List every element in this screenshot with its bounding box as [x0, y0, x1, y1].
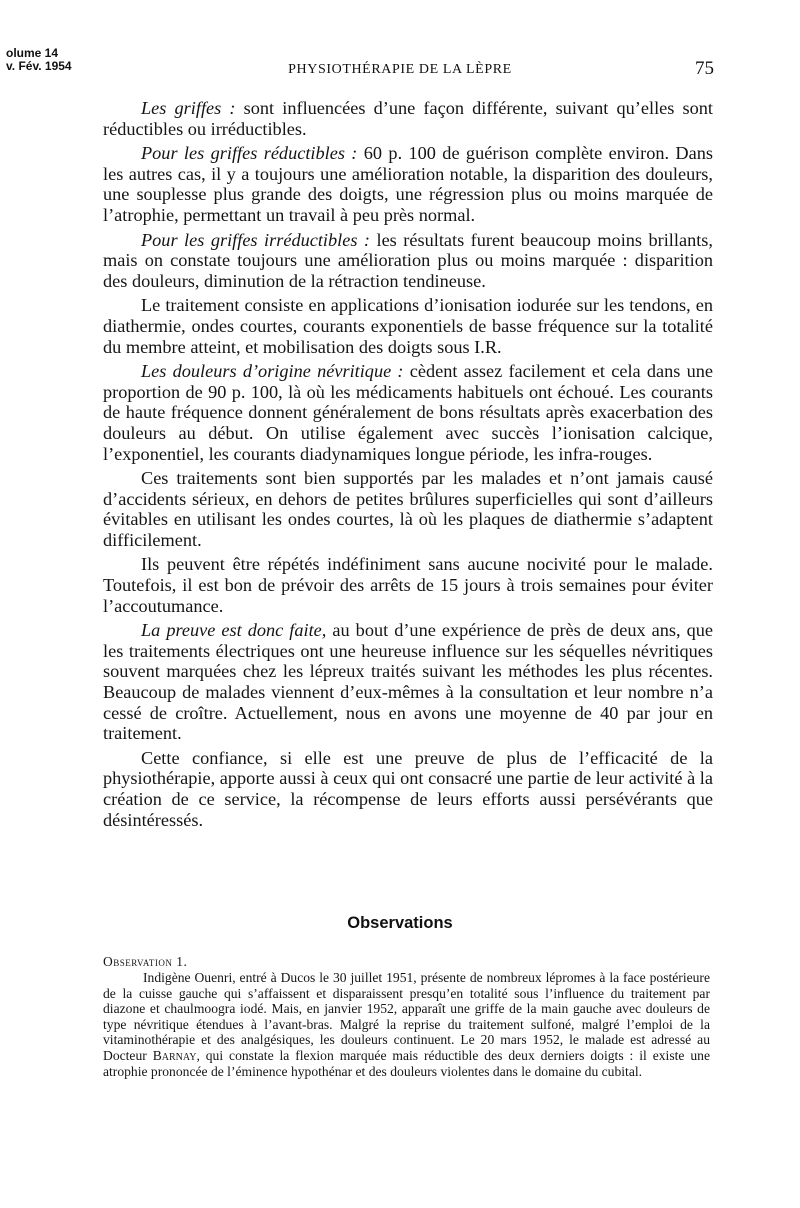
doctor-name: Barnay [152, 1047, 197, 1063]
paragraph-lead: Les griffes : [141, 98, 236, 118]
body-text [103, 98, 713, 834]
paragraph-griffes-reductibles [103, 143, 713, 225]
paragraph-text: Ces traitements sont bien supportés par les malades et n’ont jamais causé d’accidents sérieux, en dehors de petites brûlures superficielles qui sont d’ailleurs évitables en utilisant les ondes courtes, là où les plaques de diathermie s’adaptent difficilement. [103, 468, 713, 550]
paragraph-supportes [103, 468, 713, 550]
paragraph-griffes-irreductibles [103, 230, 713, 292]
paragraph-text: Cette confiance, si elle est une preuve de plus de l’efficacité de la physiothérapie, apporte aussi à ceux qui ont consacré une partie de leur activité à la création de ce service, la récompense de leurs efforts aussi persévérants que désintéressés. [103, 747, 713, 830]
paragraph-confiance [103, 748, 713, 830]
page-number: 75 [695, 58, 714, 79]
paragraph-preuve [103, 620, 713, 744]
observation-text [103, 970, 710, 1079]
observation-text-part-1: Indigène Ouenri, entré à Ducos le 30 juillet 1951, présente de nombreux lépromes à la face postérieure de la cuisse gauche qui s’affaissent et disparaissent presqu’en totalité sous l’influence du traitement par diazone et chaulmoogra iodé. Mais, en janvier 1952, apparaît une griffe de la main gauche avec douleurs de type névritique étendues à l’avant-bras. Malgré la reprise du traitement sulfoné, malgré l’emploi de la vitaminothérapie et des analgésiques, les douleurs continuent. Le 20 mars 1952, le malade est adressé au Docteur [103, 970, 710, 1063]
paragraph-traitement [103, 295, 713, 357]
running-title: PHYSIOTHÉRAPIE DE LA LÈPRE [288, 62, 512, 77]
paragraph-douleurs [103, 361, 713, 464]
paragraph-text: les résultats furent beaucoup moins brillants, mais on constate toujours une amélioration plus ou moins marquée : disparition des douleurs, diminution de la rétraction tendineuse. [103, 229, 713, 291]
paragraph-repetes [103, 554, 713, 616]
paragraph-text: Le traitement consiste en applications d’ionisation iodurée sur les tendons, en diathermie, ondes courtes, courants exponentiels de basse fréquence sur la totalité du membre atteint, et mobilisation des doigts sous I.R. [103, 295, 713, 357]
paragraph-lead: Les douleurs d’origine névritique : [141, 361, 404, 382]
paragraph-lead: La preuve est donc faite, [141, 620, 327, 641]
paragraph-text: 60 p. 100 de guérison complète environ. Dans les autres cas, il y a toujours une amélioration notable, la disparition des douleurs, une souplesse plus grande des doigts, une régression plus ou moins marquée de l’atrophie, permettant un travail à peu près normal. [103, 143, 713, 225]
paragraph-text: cèdent assez facilement et cela dans une proportion de 90 p. 100, là où les médicaments habituels ont échoué. Les courants de haute fréquence donnent généralement de bons résultats après exacerbation des douleurs au début. On utilise également avec succès l’ionisation calcique, l’exponentiel, les courants diadynamiques longue période, les infra-rouges. [103, 361, 713, 464]
section-heading: Observations [347, 914, 453, 932]
paragraph-text: Ils peuvent être répétés indéfiniment sans aucune nocivité pour le malade. Toutefois, il est bon de prévoir des arrêts de 15 jours à trois semaines pour éviter l’accoutumance. [103, 554, 713, 616]
paragraph-text: sont influencées d’une façon différente, suivant qu’elles sont réductibles ou irréductibles. [103, 98, 713, 139]
paragraph-lead: Pour les griffes réductibles : [141, 143, 358, 164]
observation-text-part-2: , qui constate la flexion marquée mais réductible des deux derniers doigts : il existe une atrophie prononcée de l’éminence hypothénar et des douleurs violentes dans le domaine du cubital. [103, 1047, 710, 1079]
paragraph-text: au bout d’une expérience de près de deux ans, que les traitements électriques ont une heureuse influence sur les séquelles névritiques souvent marquées chez les lépreux traités suivant les méthodes les plus récentes. Beaucoup de malades viennent d’eux-mêmes à la consultation et leur nombre n’a cessé de croître. Actuellement, nous en avons une moyenne de 40 par jour en traitement. [103, 620, 713, 744]
observation-label: Observation 1. [103, 954, 188, 969]
volume-line-1: olume 14 [6, 46, 59, 60]
volume-line-2: v. Fév. 1954 [6, 59, 72, 73]
paragraph-lead: Pour les griffes irréductibles : [141, 229, 371, 250]
paragraph-griffes [103, 98, 713, 139]
